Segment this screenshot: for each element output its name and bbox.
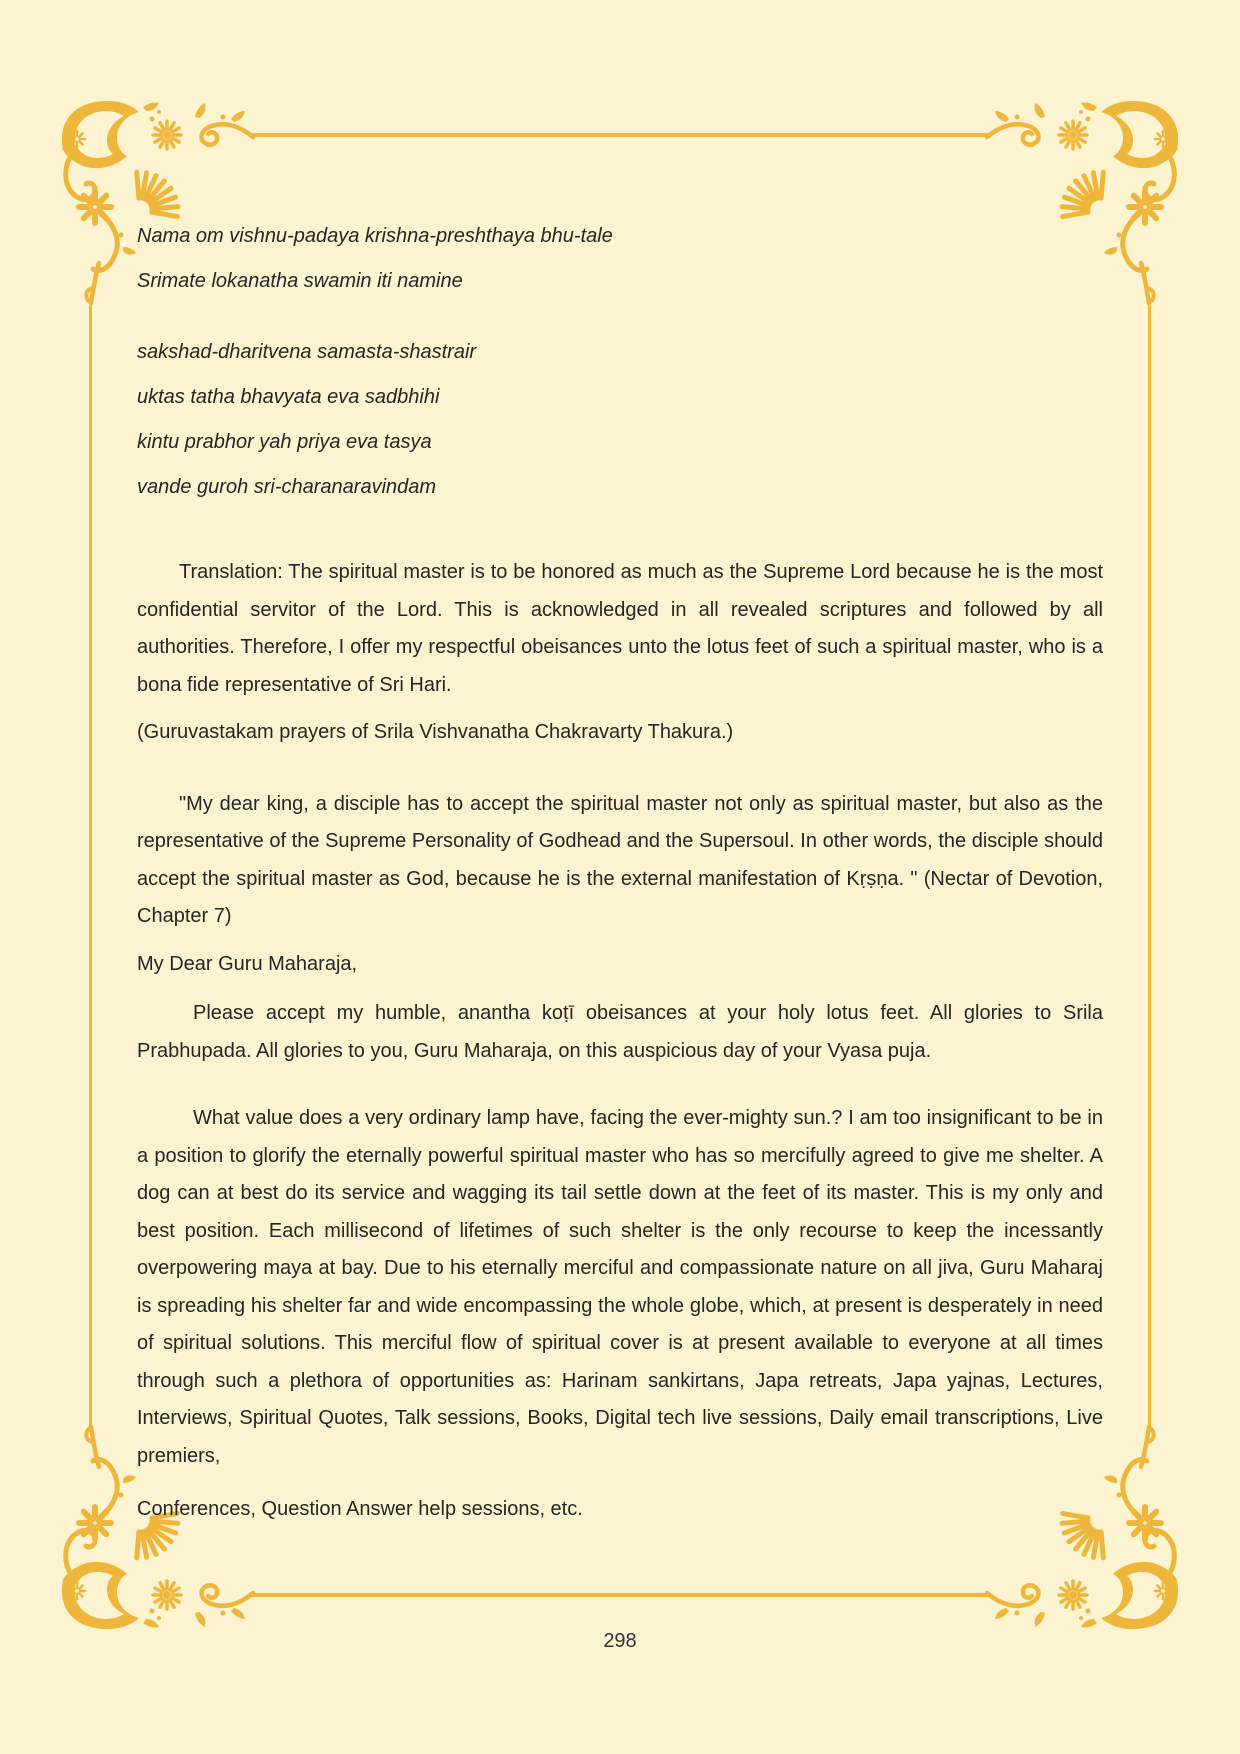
verse-line: Nama om vishnu-padaya krishna-preshthaya bhu-tale — [137, 225, 613, 247]
frame-rule-right — [1148, 305, 1151, 1427]
paragraph-quote-nectar-of-devotion: "My dear king, a disciple has to accept the spiritual master not only as spiritual master, but also as the representative of the Supreme Personality of Godhead and the Supersoul. In other words, the disciple should accept the spiritual master as God, because he is the external manifestation of Kṛṣṇa. " (Nectar of Devotion, Chapter 7) — [137, 792, 1103, 927]
paragraph-obeisance: Please accept my humble, anantha koṭī obeisances at your holy lotus feet. All glories to Srila Prabhupada. All glories to you, Guru Maharaja, on this auspicious day of your Vyasa puja. — [137, 1002, 1103, 1062]
verse-line: sakshad-dharitvena samasta-shastrair — [137, 341, 477, 363]
frame-rule-left — [89, 305, 92, 1427]
paragraph-conferences: Conferences, Question Answer help sessions, etc. — [137, 1498, 583, 1520]
paragraph-attribution: (Guruvastakam prayers of Srila Vishvanatha Chakravarty Thakura.) — [137, 721, 734, 743]
verse-line: Srimate lokanatha swamin iti namine — [137, 270, 463, 292]
page-number: 298 — [603, 1630, 637, 1652]
paragraph-glorification: What value does a very ordinary lamp have, facing the ever-mighty sun.? I am too insignificant to be in a position to glorify the eternally powerful spiritual master who has so mercifully agreed to give me shelter. A dog can at best do its service and wagging its tail settle down at the feet of its master. This is my only and best position. Each millisecond of lifetimes of such shelter is the only recourse to keep the incessantly overpowering maya at bay. Due to his eternally merciful and compassionate nature on all jiva, Guru Maharaj is spreading his shelter far and wide encompassing the whole globe, which, at present is desperately in need of spiritual solutions. This merciful flow of spiritual cover is at present available to everyone at all times through such a plethora of opportunities as: Harinam sankirtans, Japa retreats, Japa yajnas, Lectures, Interviews, Spiritual Quotes, Talk sessions, Books, Digital tech live sessions, Daily email transcriptions, Live premiers, — [137, 1107, 1103, 1467]
paragraph-translation: Translation: The spiritual master is to be honored as much as the Supreme Lord because he is the most confidential servitor of the Lord. This is acknowledged in all revealed scriptures and followed by all authorities. Therefore, I offer my respectful obeisances unto the lotus feet of such a spiritual master, who is a bona fide representative of Sri Hari. — [137, 561, 1103, 696]
page-content — [137, 214, 1103, 1539]
paragraph-salutation: My Dear Guru Maharaja, — [137, 952, 358, 975]
invocation-verse-guruvastakam — [137, 330, 1103, 510]
frame-rule-bottom — [249, 1593, 989, 1597]
verse-line: vande guroh sri-charanaravindam — [137, 476, 437, 498]
frame-rule-top — [249, 133, 989, 137]
verse-line: uktas tatha bhavyata eva sadbhihi — [137, 386, 440, 408]
invocation-verse-pranam-mantra — [137, 214, 1103, 304]
verse-line: kintu prabhor yah priya eva tasya — [137, 431, 432, 453]
